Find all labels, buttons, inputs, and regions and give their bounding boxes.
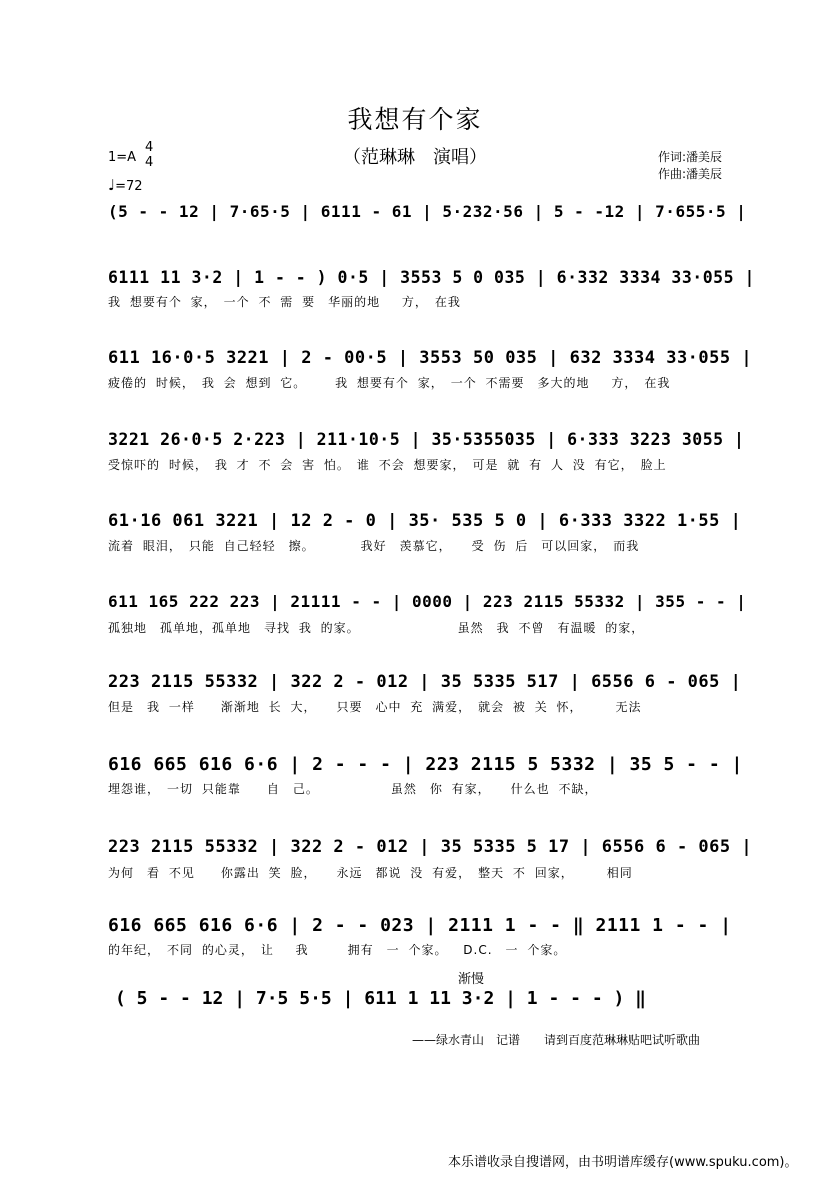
- transcriber-note: ——绿水青山 记谱 请到百度范琳琳贴吧试听歌曲: [412, 1033, 701, 1047]
- notation-line: 616 665 616 6·6 | 2 - - - | 223 2115 5 5332 | 35 5 - - |: [108, 754, 743, 775]
- notation-line: 611 16·0·5 3221 | 2 - 00·5 | 3553 50 035 | 632 3334 33·055 |: [108, 348, 753, 368]
- key-signature: 1=A: [108, 150, 137, 165]
- lyric-line: 流着 眼泪， 只能 自己轻轻 擦。 我好 羡慕它， 受 伤 后 可以回家， 而我: [108, 539, 640, 553]
- lyric-line: 我 想要有个 家， 一个 不 需 要 华丽的地 方， 在我: [108, 295, 461, 309]
- lyric-line: 为何 看 不见 你露出 笑 脸， 永远 都说 没 有爱， 整天 不 回家， 相同: [108, 866, 633, 880]
- source-footer: 本乐谱收录自搜谱网，由书明谱库缓存(www.spuku.com)。: [448, 1155, 798, 1170]
- lyricist: 作词:潘美辰: [658, 150, 723, 164]
- notation-line: 611 165 222 223 | 21111 - - | 0000 | 223 2115 55332 | 355 - - |: [108, 592, 747, 611]
- credits: [658, 149, 722, 183]
- time-signature-bottom: 4: [145, 155, 154, 170]
- ritardando-mark: 渐慢: [458, 972, 485, 987]
- tempo-marking: [108, 176, 143, 194]
- quarter-note-icon: ♩: [108, 176, 116, 194]
- lyric-line: 疲倦的 时候， 我 会 想到 它。 我 想要有个 家， 一个 不需要 多大的地 方， 在我: [108, 376, 671, 390]
- time-signature: [145, 140, 153, 170]
- tempo-value: =72: [115, 179, 143, 194]
- lyric-line: 的年纪， 不同 的心灵， 让 我 拥有 一 个家。 D.C. 一 个家。: [108, 943, 567, 957]
- ending-notation-line: ( 5 - - 12 | 7·5 5·5 | 611 1 11 3·2 | 1 - - - ) ‖: [115, 988, 647, 1009]
- notation-line: 223 2115 55332 | 322 2 - 012 | 35 5335 517 | 6556 6 - 065 |: [108, 672, 742, 692]
- notation-line: 6111 11 3·2 | 1 - - ) 0·5 | 3553 5 0 035 | 6·332 3334 33·055 |: [108, 268, 755, 287]
- lyric-line: 但是 我 一样 渐渐地 长 大， 只要 心中 充 满爱， 就会 被 关 怀， 无法: [108, 700, 642, 714]
- performer-subtitle: （范琳琳 演唱）: [343, 147, 487, 168]
- notation-line: 616 665 616 6·6 | 2 - - 023 | 2111 1 - - ‖ 2111 1 - - |: [108, 915, 732, 936]
- notation-line: 223 2115 55332 | 322 2 - 012 | 35 5335 5 17 | 6556 6 - 065 |: [108, 837, 753, 857]
- lyric-line: 孤独地 孤单地，孤单地 寻找 我 的家。 虽然 我 不曾 有温暖 的家，: [108, 621, 645, 635]
- composer: 作曲:潘美辰: [658, 167, 723, 181]
- score-row-1: [108, 196, 758, 236]
- lyric-line: 受惊吓的 时候， 我 才 不 会 害 怕。 谁 不会 想要家， 可是 就 有 人 没 有它， 脸上: [108, 458, 667, 472]
- time-signature-top: 4: [145, 140, 154, 155]
- lyric-line: 埋怨谁， 一切 只能靠 自 己。 虽然 你 有家， 什么也 不缺，: [108, 782, 598, 796]
- notation-line: 3221 26·0·5 2·223 | 211·10·5 | 35·5355035 | 6·333 3223 3055 |: [108, 430, 745, 449]
- notation-line: (5 - - 12 | 7·65·5 | 6111 - 61 | 5·232·56 | 5 - -12 | 7·655·5 |: [108, 202, 747, 221]
- notation-line: 61·16 061 3221 | 12 2 - 0 | 35· 535 5 0 | 6·333 3322 1·55 |: [108, 511, 742, 531]
- song-title: 我想有个家: [347, 105, 483, 134]
